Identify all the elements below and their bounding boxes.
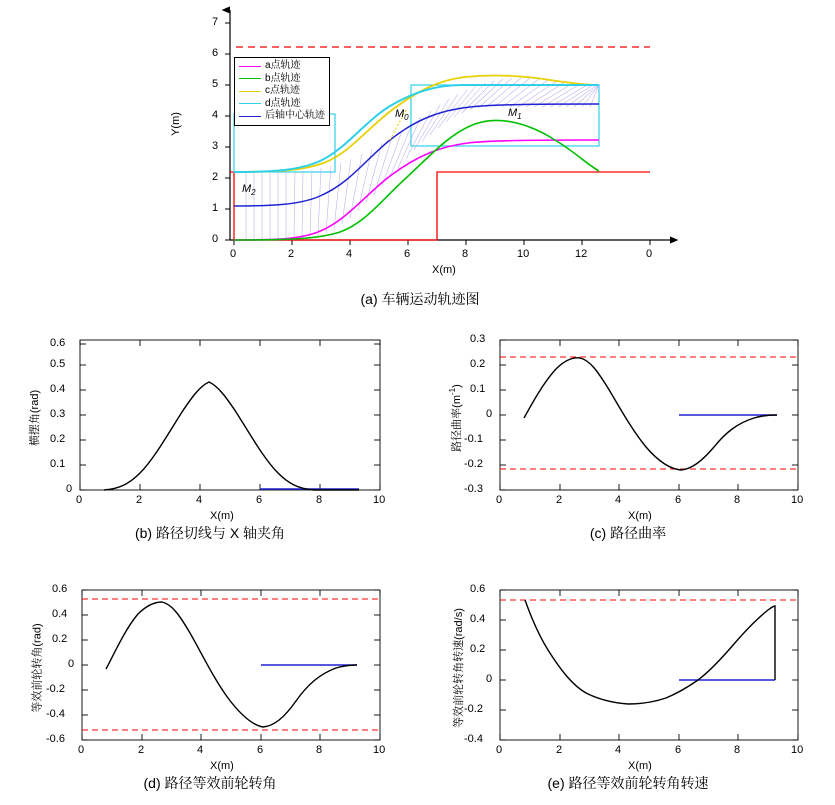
panel-d-ytick-2: -0.2 bbox=[46, 683, 65, 695]
caption-d-text: (d) 路径等效前轮转角 bbox=[143, 775, 277, 791]
panel-d-ytick-4: 0.2 bbox=[52, 633, 68, 645]
series-a bbox=[234, 140, 599, 240]
panel-e bbox=[438, 580, 818, 770]
panel-d-ytick-3: 0 bbox=[68, 658, 75, 670]
panel-b-xtick-3: 6 bbox=[256, 494, 263, 506]
panel-b-ytick-5: 0.5 bbox=[50, 358, 66, 370]
legend-swatch-rear-axle bbox=[239, 116, 261, 117]
panel-a-ytick-3: 3 bbox=[212, 140, 219, 152]
panel-b-ytick-3: 0.3 bbox=[50, 408, 66, 420]
panel-c-xtick-2: 4 bbox=[615, 494, 622, 506]
panel-d-ylabel: 等效前轮转角(rad) bbox=[31, 623, 44, 713]
legend-label-rear-axle: 后轴中心轨迹 bbox=[265, 110, 325, 121]
panel-e-xtick-5: 10 bbox=[791, 744, 804, 756]
panel-b-xlabel: X(m) bbox=[210, 510, 234, 522]
panel-e-plot bbox=[438, 580, 818, 770]
panel-c-ytick-0: -0.3 bbox=[464, 483, 483, 495]
panel-e-xtick-2: 4 bbox=[615, 744, 622, 756]
panel-b-ytick-0: 0 bbox=[66, 483, 73, 495]
panel-b-ylabel: 横摆角(rad) bbox=[29, 389, 42, 447]
panel-a-xtick-0: 0 bbox=[230, 248, 237, 260]
caption-e bbox=[468, 773, 788, 793]
panel-c-ytick-3: 0 bbox=[486, 408, 493, 420]
legend-item-c bbox=[239, 85, 325, 98]
panel-d-ytick-5: 0.4 bbox=[52, 608, 68, 620]
panel-a-ytick-4: 4 bbox=[212, 109, 219, 121]
panel-c-xtick-4: 8 bbox=[734, 494, 741, 506]
panel-c-xtick-3: 6 bbox=[675, 494, 682, 506]
panel-c-ylabel bbox=[448, 384, 464, 452]
panel-b-xtick-5: 10 bbox=[373, 494, 386, 506]
panel-d-xlabel: X(m) bbox=[210, 760, 234, 772]
caption-c-text: (c) 路径曲率 bbox=[589, 525, 667, 541]
panel-b bbox=[20, 330, 400, 520]
panel-a-xtick-3: 6 bbox=[404, 248, 411, 260]
panel-c-ytick-1: -0.2 bbox=[464, 458, 483, 470]
panel-e-ytick-2: 0 bbox=[486, 673, 493, 685]
panel-e-ytick-4: 0.4 bbox=[470, 613, 486, 625]
panel-b-xtick-1: 2 bbox=[136, 494, 143, 506]
panel-a-ytick-7: 7 bbox=[212, 16, 219, 28]
panel-c-ytick-6: 0.3 bbox=[470, 333, 486, 345]
panel-e-xtick-0: 0 bbox=[496, 744, 503, 756]
caption-a: (a) 车辆运动轨迹图 bbox=[360, 291, 480, 307]
panel-b-xtick-0: 0 bbox=[76, 494, 83, 506]
legend-item-a bbox=[239, 60, 325, 73]
legend-item-b bbox=[239, 73, 325, 86]
annotation-m0: $M_0$ bbox=[395, 108, 409, 123]
panel-d-xtick-1: 2 bbox=[138, 744, 145, 756]
panel-d-ytick-0: -0.6 bbox=[46, 733, 65, 745]
caption-b-text: (b) 路径切线与 X 轴夹角 bbox=[134, 525, 286, 541]
panel-b-ytick-4: 0.4 bbox=[50, 383, 66, 395]
legend-swatch-a bbox=[239, 66, 261, 67]
panel-a-plot bbox=[150, 0, 690, 290]
panel-c-ytick-2: -0.1 bbox=[464, 433, 483, 445]
legend-label-a: a点轨迹 bbox=[265, 60, 301, 71]
road-edge bbox=[230, 172, 650, 240]
panel-d-xtick-4: 8 bbox=[316, 744, 323, 756]
panel-d bbox=[20, 580, 400, 770]
panel-e-ylabel: 等效前轮转角转速(rad/s) bbox=[452, 608, 465, 728]
panel-b-ytick-6: 0.6 bbox=[50, 337, 66, 349]
legend-label-d: d点轨迹 bbox=[265, 97, 301, 109]
legend-label-b: b点轨迹 bbox=[265, 72, 301, 84]
legend-swatch-b bbox=[239, 78, 261, 79]
panel-a-ytick-6: 6 bbox=[212, 47, 219, 59]
panel-a-xtick-6: 12 bbox=[575, 248, 588, 260]
panel-c-plot bbox=[438, 330, 818, 520]
panel-a-xlabel: X(m) bbox=[432, 264, 456, 276]
panel-c-xlabel: X(m) bbox=[628, 510, 652, 522]
legend-label-c: c点轨迹 bbox=[265, 85, 300, 96]
panel-e-xtick-3: 6 bbox=[675, 744, 682, 756]
panel-a-ytick-0: 0 bbox=[212, 233, 219, 245]
panel-a-xtick-1: 2 bbox=[288, 248, 295, 260]
panel-b-xtick-2: 4 bbox=[196, 494, 203, 506]
panel-a-ytick-2: 2 bbox=[212, 171, 219, 183]
panel-c bbox=[438, 330, 818, 520]
annotation-m1: $M_1$ bbox=[508, 107, 522, 122]
caption-c bbox=[478, 523, 778, 543]
caption-e-text: (e) 路径等效前轮转角转速 bbox=[547, 775, 709, 791]
panel-a-ylabel: Y(m) bbox=[169, 112, 182, 136]
annotation-m2: $M_2$ bbox=[242, 183, 256, 198]
series-yaw-angle bbox=[104, 382, 359, 490]
panel-e-ytick-0: -0.4 bbox=[464, 733, 483, 745]
panel-d-plot bbox=[20, 580, 400, 770]
panel-b-ytick-1: 0.1 bbox=[50, 458, 66, 470]
panel-d-xtick-5: 10 bbox=[373, 744, 386, 756]
panel-b-xtick-4: 8 bbox=[316, 494, 323, 506]
legend-item-d bbox=[239, 98, 325, 111]
panel-c-ytick-5: 0.2 bbox=[470, 358, 486, 370]
panel-a-xtick-4: 8 bbox=[462, 248, 469, 260]
panel-a-xtick-2: 4 bbox=[346, 248, 353, 260]
panel-d-xtick-0: 0 bbox=[78, 744, 85, 756]
panel-e-xtick-1: 2 bbox=[556, 744, 563, 756]
panel-c-ylabel-sup: -1 bbox=[448, 387, 458, 395]
panel-e-ytick-5: 0.6 bbox=[470, 583, 486, 595]
panel-a-ytick-1: 1 bbox=[212, 202, 219, 214]
panel-c-xtick-5: 10 bbox=[791, 494, 804, 506]
panel-c-ytick-4: 0.1 bbox=[470, 383, 486, 395]
series-path-curvature bbox=[524, 358, 777, 470]
panel-c-ylabel-tail: ) bbox=[450, 384, 463, 388]
end-box bbox=[411, 85, 599, 146]
series-equiv-front-wheel-angle-rate bbox=[525, 600, 775, 704]
panel-e-ytick-3: 0.2 bbox=[470, 643, 486, 655]
legend-swatch-c bbox=[239, 91, 261, 92]
panel-a-ytick-5: 5 bbox=[212, 78, 219, 90]
caption-d bbox=[60, 773, 360, 793]
panel-b-plot bbox=[20, 330, 400, 520]
panel-d-ytick-1: -0.4 bbox=[46, 708, 65, 720]
panel-c-xtick-1: 2 bbox=[556, 494, 563, 506]
panel-e-xlabel: X(m) bbox=[628, 760, 652, 772]
panel-a bbox=[150, 0, 690, 290]
panel-c-xtick-0: 0 bbox=[496, 494, 503, 506]
panel-a-xtick-7: 0 bbox=[646, 248, 653, 260]
panel-a-legend bbox=[234, 57, 330, 126]
panel-d-xtick-3: 6 bbox=[257, 744, 264, 756]
panel-d-ytick-6: 0.6 bbox=[52, 583, 68, 595]
panel-e-ytick-1: -0.2 bbox=[464, 703, 483, 715]
panel-e-xtick-4: 8 bbox=[734, 744, 741, 756]
panel-d-xtick-2: 4 bbox=[197, 744, 204, 756]
legend-swatch-d bbox=[239, 103, 261, 104]
panel-c-ylabel-main: 路径曲率(m bbox=[450, 394, 463, 452]
panel-a-xtick-5: 10 bbox=[517, 248, 530, 260]
caption-b bbox=[60, 523, 360, 543]
panel-b-ytick-2: 0.2 bbox=[50, 433, 66, 445]
legend-item-rear-axle bbox=[239, 110, 325, 123]
